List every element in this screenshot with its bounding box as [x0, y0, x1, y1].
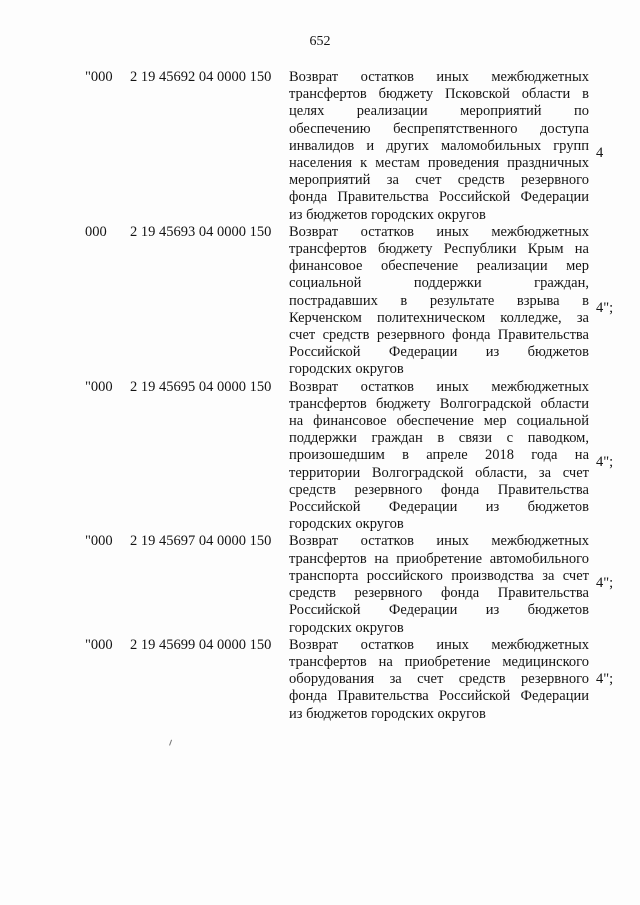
group-code-suffix: 4";: [596, 299, 614, 316]
description-line: счет средств резервного фонда Правительства: [289, 327, 589, 344]
description-line: Российской Федерации из бюджетов: [289, 499, 589, 516]
description-line: Российской Федерации из бюджетов: [289, 344, 589, 361]
group-code-suffix: 4";: [596, 671, 614, 688]
budget-classification-code: 2 19 45692 04 0000 150: [130, 69, 272, 85]
budget-classification-code: 2 19 45697 04 0000 150: [130, 533, 272, 550]
description-line: произошедшим в апреле 2018 года на: [289, 447, 589, 464]
budget-classification-code: 2 19 45693 04 0000 150: [130, 223, 272, 240]
description-line: фонда Правительства Российской Федерации: [289, 189, 589, 206]
entry-description: [289, 379, 589, 534]
description-line: целях реализации мероприятий по: [289, 103, 589, 120]
description-line: транспорта российского производства за счет: [289, 567, 589, 584]
description-line: обеспечению беспрепятственного доступа: [289, 120, 589, 137]
description-line: социальной поддержки граждан,: [289, 275, 589, 292]
description-line: трансфертов бюджету Республики Крым на: [289, 241, 589, 258]
description-line: средств резервного фонда Правительства: [289, 481, 589, 498]
budget-classification-code: 2 19 45695 04 0000 150: [130, 378, 272, 395]
code-entry: [0, 224, 640, 379]
description-line: территории Волгоградской области, за счет: [289, 464, 589, 481]
description-line: трансфертов на приобретение медицинского: [289, 653, 589, 670]
description-line: трансфертов на приобретение автомобильного: [289, 550, 589, 567]
code-entry: [0, 379, 640, 534]
code-entry: [0, 533, 640, 636]
description-line: трансфертов бюджету Волгоградской области: [289, 395, 589, 412]
description-line: финансовое обеспечение реализации мер: [289, 258, 589, 275]
entry-description: [289, 69, 589, 224]
description-line: населения к местам проведения праздничных: [289, 155, 589, 172]
description-line: Возврат остатков иных межбюджетных: [289, 69, 589, 85]
group-code-suffix: 4";: [596, 574, 614, 591]
entry-description: [289, 224, 589, 379]
admin-code: "000: [85, 533, 113, 550]
description-line: мероприятий за счет средств резервного: [289, 172, 589, 189]
admin-code: "000: [85, 378, 113, 395]
page-number: 652: [309, 34, 331, 49]
description-line: Возврат остатков иных межбюджетных: [289, 533, 589, 550]
description-line: оборудования за счет средств резервного: [289, 671, 589, 688]
description-line: средств резервного фонда Правительства: [289, 585, 589, 602]
scan-artifact-mark: [169, 740, 174, 747]
description-line: поддержки граждан в связи с паводком,: [289, 430, 589, 447]
admin-code: 000: [85, 223, 107, 240]
description-line: фонда Правительства Российской Федерации: [289, 688, 589, 705]
description-line: Возврат остатков иных межбюджетных: [289, 223, 589, 240]
description-line: из бюджетов городских округов: [289, 206, 486, 223]
description-line: инвалидов и других маломобильных групп: [289, 137, 589, 154]
description-line: из бюджетов городских округов: [289, 705, 486, 722]
code-entry: [0, 69, 640, 224]
admin-code: "000: [85, 636, 113, 653]
admin-code: "000: [85, 69, 113, 85]
description-line: городских округов: [289, 516, 404, 533]
entry-description: [289, 533, 589, 636]
entry-description: [289, 637, 589, 723]
description-line: Возврат остатков иных межбюджетных: [289, 378, 589, 395]
description-line: городских округов: [289, 619, 404, 636]
group-code-suffix: 4";: [596, 454, 614, 471]
description-line: трансфертов бюджету Псковской области в: [289, 86, 589, 103]
description-line: городских округов: [289, 361, 404, 378]
budget-classification-code: 2 19 45699 04 0000 150: [130, 636, 272, 653]
description-line: Керченском политехническом колледже, за: [289, 309, 589, 326]
description-line: пострадавших в результате взрыва в: [289, 292, 589, 309]
group-code-suffix: 4: [596, 144, 604, 161]
description-line: Возврат остатков иных межбюджетных: [289, 636, 589, 653]
description-line: Российской Федерации из бюджетов: [289, 602, 589, 619]
description-line: на финансовое обеспечение мер социальной: [289, 413, 589, 430]
code-entry: [0, 637, 640, 723]
budget-code-list: [0, 69, 640, 723]
